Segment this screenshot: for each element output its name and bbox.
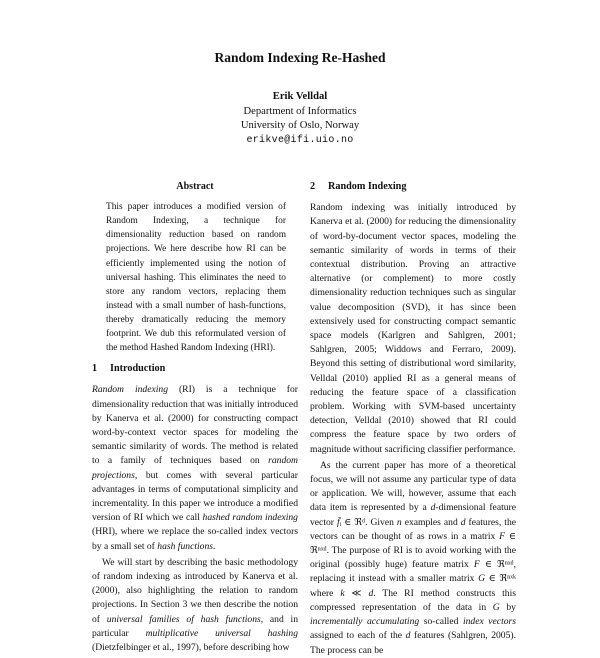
intro-paragraph-2 [92,556,298,655]
ri-paragraph-2 [310,459,516,658]
term-incrementally-accumulating: incrementally accumulating [310,616,420,628]
author-name: Erik Velldal [272,91,328,102]
text-run: . The RI method constructs this compressed representation of the data in [310,587,517,613]
math-var: d [430,502,436,514]
right-column [310,180,516,658]
text-run: . [212,540,216,552]
text-run: (Dietzfelbinger et al., 1997), before describing how [92,642,290,654]
section-title: Random Indexing [328,181,407,192]
math-var: G [492,601,500,613]
term-random-indexing: Random indexing [92,384,168,396]
term-hash-functions: hash functions [157,540,213,552]
section-number: 1 [92,363,98,375]
ri-paragraph-1: Random indexing was initially introduced by Kanerva et al. (2000) for reducing the dimensionality of word-by-document vector spaces, modeling the semantic similarity of words in terms of their contextual distribution. Proving an attractive alternative (or complement) to more costly dimensionality reduction techniques such as singular value decomposition (SVD), it has since been extensively used for constructing compact semantic space models (Karlgren and Sahlgren, 2001; Sahlgren, 2005; Widdows and Ferraro, 2009). Beyond this setting of distributional word similarity, Velldal (2010) applied RI as a general means of reducing the feature space of a classification problem. Working with SVM-based uncertainty detection, Velldal (2010) showed that RI could compress the feature space by two orders of magnitude without sacrificing classifier performance. [310,202,516,455]
math-var: k [340,587,345,599]
text-run: , but comes with several particular advantages in terms of computational simplicity and incrementality. In this paper we introduce a modified version of RI which we call [92,469,298,524]
abstract-heading: Abstract [176,181,214,192]
text-run: ᵢ ∈ ℜᵈ. Given [339,516,397,528]
author-department: Department of Informatics [243,105,357,117]
math-var: d [460,516,466,528]
text-run: (HRI), where we replace the so-called index vectors by a small set of [92,526,298,552]
text-run: ≪ [344,587,369,599]
author-block [0,90,600,148]
section-title: Introduction [110,363,166,375]
text-run: -dimensional feature vector [310,502,516,528]
section-number: 2 [310,181,316,192]
math-var: f̄ [336,516,340,528]
term-random-projections: random projections [92,455,298,481]
text-run: ∈ ℜⁿˣᵏ where [310,573,516,599]
text-run: (RI) is a technique for dimensionality reduction that was initially introduced by Kanerva et al. (2000) for constructing compact word-by-context vector spaces for modeling the semantic similarity of words. The method is related to a family of techniques based on [92,384,298,467]
math-var: G [478,573,486,585]
text-run: features (Sahlgren, 2005). The process can be [310,630,516,656]
text-run: assigned to each of the [310,630,406,642]
text-run: As the current paper has more of a theoretical focus, we will not assume any particular type of data or application. We will, however, assume that each data item is represented by a [310,459,516,514]
term-multiplicative-hashing: multiplicative universal hashing [145,627,299,639]
text-run: by [499,601,516,613]
intro-paragraph-1 [92,383,298,553]
paper-title: Random Indexing Re-Hashed [214,50,386,65]
math-var: F [499,530,506,542]
left-column [92,180,298,655]
math-var: d [368,587,374,599]
text-run: features, the vectors can be thought of as rows in a matrix [310,516,517,542]
text-run: ∈ ℜⁿˣᵈ. The purpose of RI is to avoid working with the original (possibly huge) feature matrix [310,530,516,571]
text-run: so-called [419,616,463,628]
author-email: erikve@ifi.uio.no [246,134,354,146]
term-hashed-random-indexing: hashed random indexing [202,512,298,524]
term-index-vectors: index vectors [462,616,516,628]
author-affiliation: University of Oslo, Norway [240,120,360,132]
text-run: examples and [401,516,461,528]
abstract-text: This paper introduces a modified version of Random Indexing, a technique for dimensionality reduction based on random projections. We here describe how RI can be efficiently implemented using the notion of universal hashing. This eliminates the need to store any random vectors, replacing them instead with a small number of hash-functions, thereby dramatically reducing the memory footprint. We dub this reformulated version of the method Hashed Random Indexing (HRI). [106,202,286,354]
math-var: F [473,559,480,571]
section-heading-random-indexing [310,180,516,194]
text-run: ∈ ℜⁿˣᵈ, replacing it instead with a smaller matrix [310,559,516,585]
math-var: n [396,516,402,528]
math-var: d [405,630,411,642]
text-run: We will start by describing the basic methodology of random indexing as introduced by Kanerva et al. (2000), also highlighting the relation to random projections. In Section 3 we then describe the notion of [92,556,298,625]
text-run: , and in particular [92,613,298,639]
section-heading-introduction [92,362,298,376]
term-universal-families: universal families of hash functions [106,613,261,625]
